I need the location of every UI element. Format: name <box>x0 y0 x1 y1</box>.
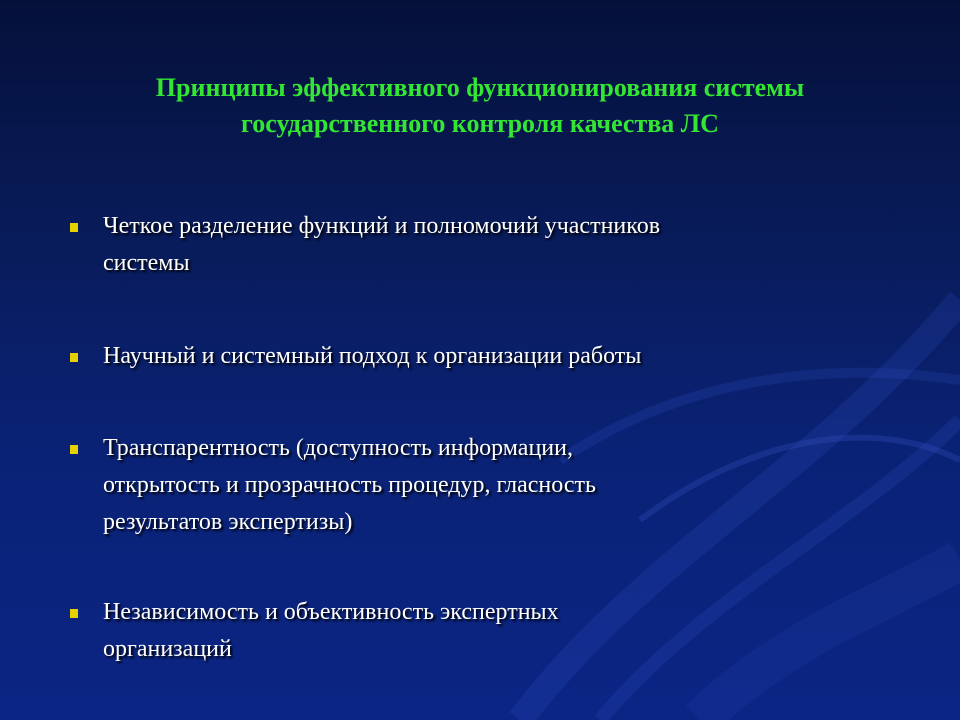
bullet-text-line: Транспарентность (доступность информации, <box>103 435 573 461</box>
bullet-text-line: организаций <box>103 636 232 662</box>
slide-title-line: государственного контроля качества ЛС <box>241 109 719 138</box>
bullet-item <box>70 208 660 282</box>
bullet-item <box>70 430 596 541</box>
square-bullet-icon <box>70 353 78 362</box>
bullet-text-line: открытость и прозрачность процедур, гласность <box>103 472 596 498</box>
bullet-text-line: системы <box>103 250 190 276</box>
bullet-text-line: Четкое разделение функций и полномочий участников <box>103 213 661 239</box>
slide-title <box>0 70 960 142</box>
bullet-text-line: Независимость и объективность экспертных <box>103 599 559 625</box>
bullet-item <box>70 338 641 375</box>
bullet-text-line: Научный и системный подход к организации работы <box>103 343 642 369</box>
square-bullet-icon <box>70 609 78 618</box>
bullet-text-line: результатов экспертизы) <box>103 509 353 535</box>
bullet-item <box>70 594 559 668</box>
slide-title-line: Принципы эффективного функционирования системы <box>155 73 805 102</box>
square-bullet-icon <box>70 223 78 232</box>
square-bullet-icon <box>70 445 78 454</box>
